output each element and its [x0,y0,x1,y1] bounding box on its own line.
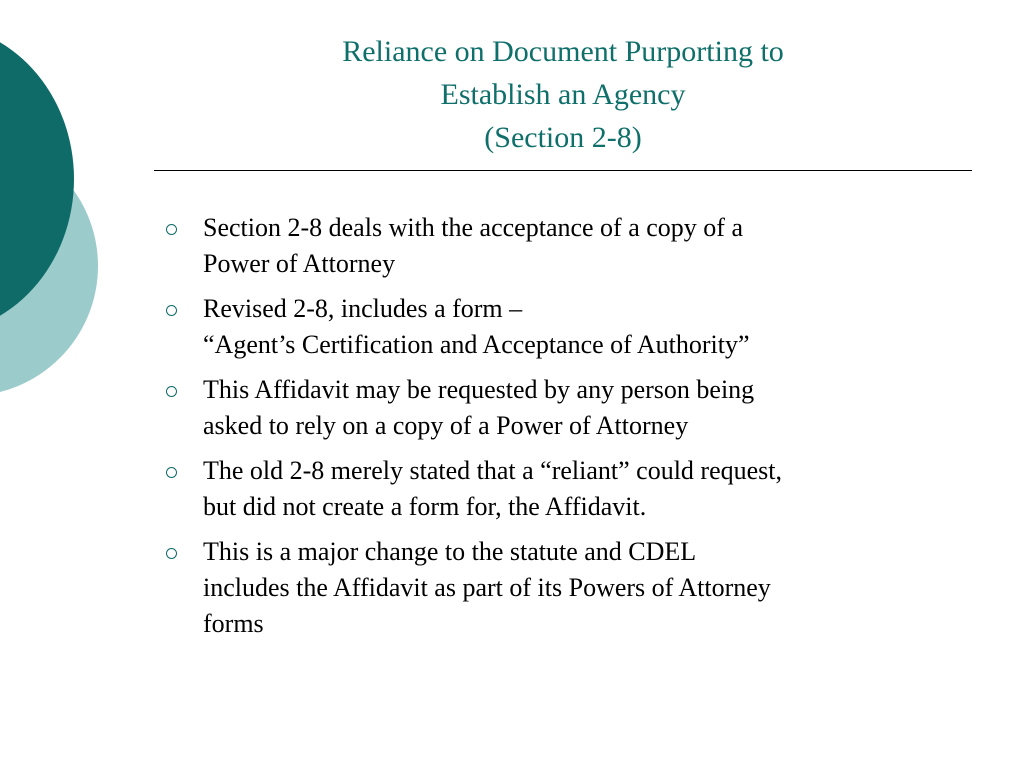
title-line: Reliance on Document Purporting to [342,35,784,68]
bullet-text: “Agent’s Certification and Acceptance of Authority” [203,330,750,359]
bullet-item [162,372,977,444]
bullet-text: Section 2-8 deals with the acceptance of a copy of a [203,213,743,242]
bullet-list [162,210,977,651]
title-line: (Section 2-8) [484,121,642,154]
title-line: Establish an Agency [440,78,686,111]
bullet-text: asked to rely on a copy of a Power of Attorney [203,411,689,440]
bullet-text: The old 2-8 merely stated that a “reliant” could request, [203,456,782,485]
bullet-item [162,453,977,525]
title-divider [154,170,972,171]
hollow-circle-icon [166,224,177,235]
bullet-text: This Affidavit may be requested by any person being [203,375,755,404]
hollow-circle-icon [166,467,177,478]
hollow-circle-icon [166,386,177,397]
bullet-text: This is a major change to the statute and CDEL [203,537,697,566]
bullet-text: includes the Affidavit as part of its Powers of Attorney [203,573,771,602]
bullet-text: forms [203,609,264,638]
bullet-item [162,291,977,363]
bullet-item [162,534,977,642]
bullet-item [162,210,977,282]
bullet-text: but did not create a form for, the Affidavit. [203,492,647,521]
bullet-text: Revised 2-8, includes a form – [203,294,523,323]
hollow-circle-icon [166,305,177,316]
hollow-circle-icon [166,548,177,559]
bullet-text: Power of Attorney [203,249,396,278]
slide-title [154,30,972,159]
